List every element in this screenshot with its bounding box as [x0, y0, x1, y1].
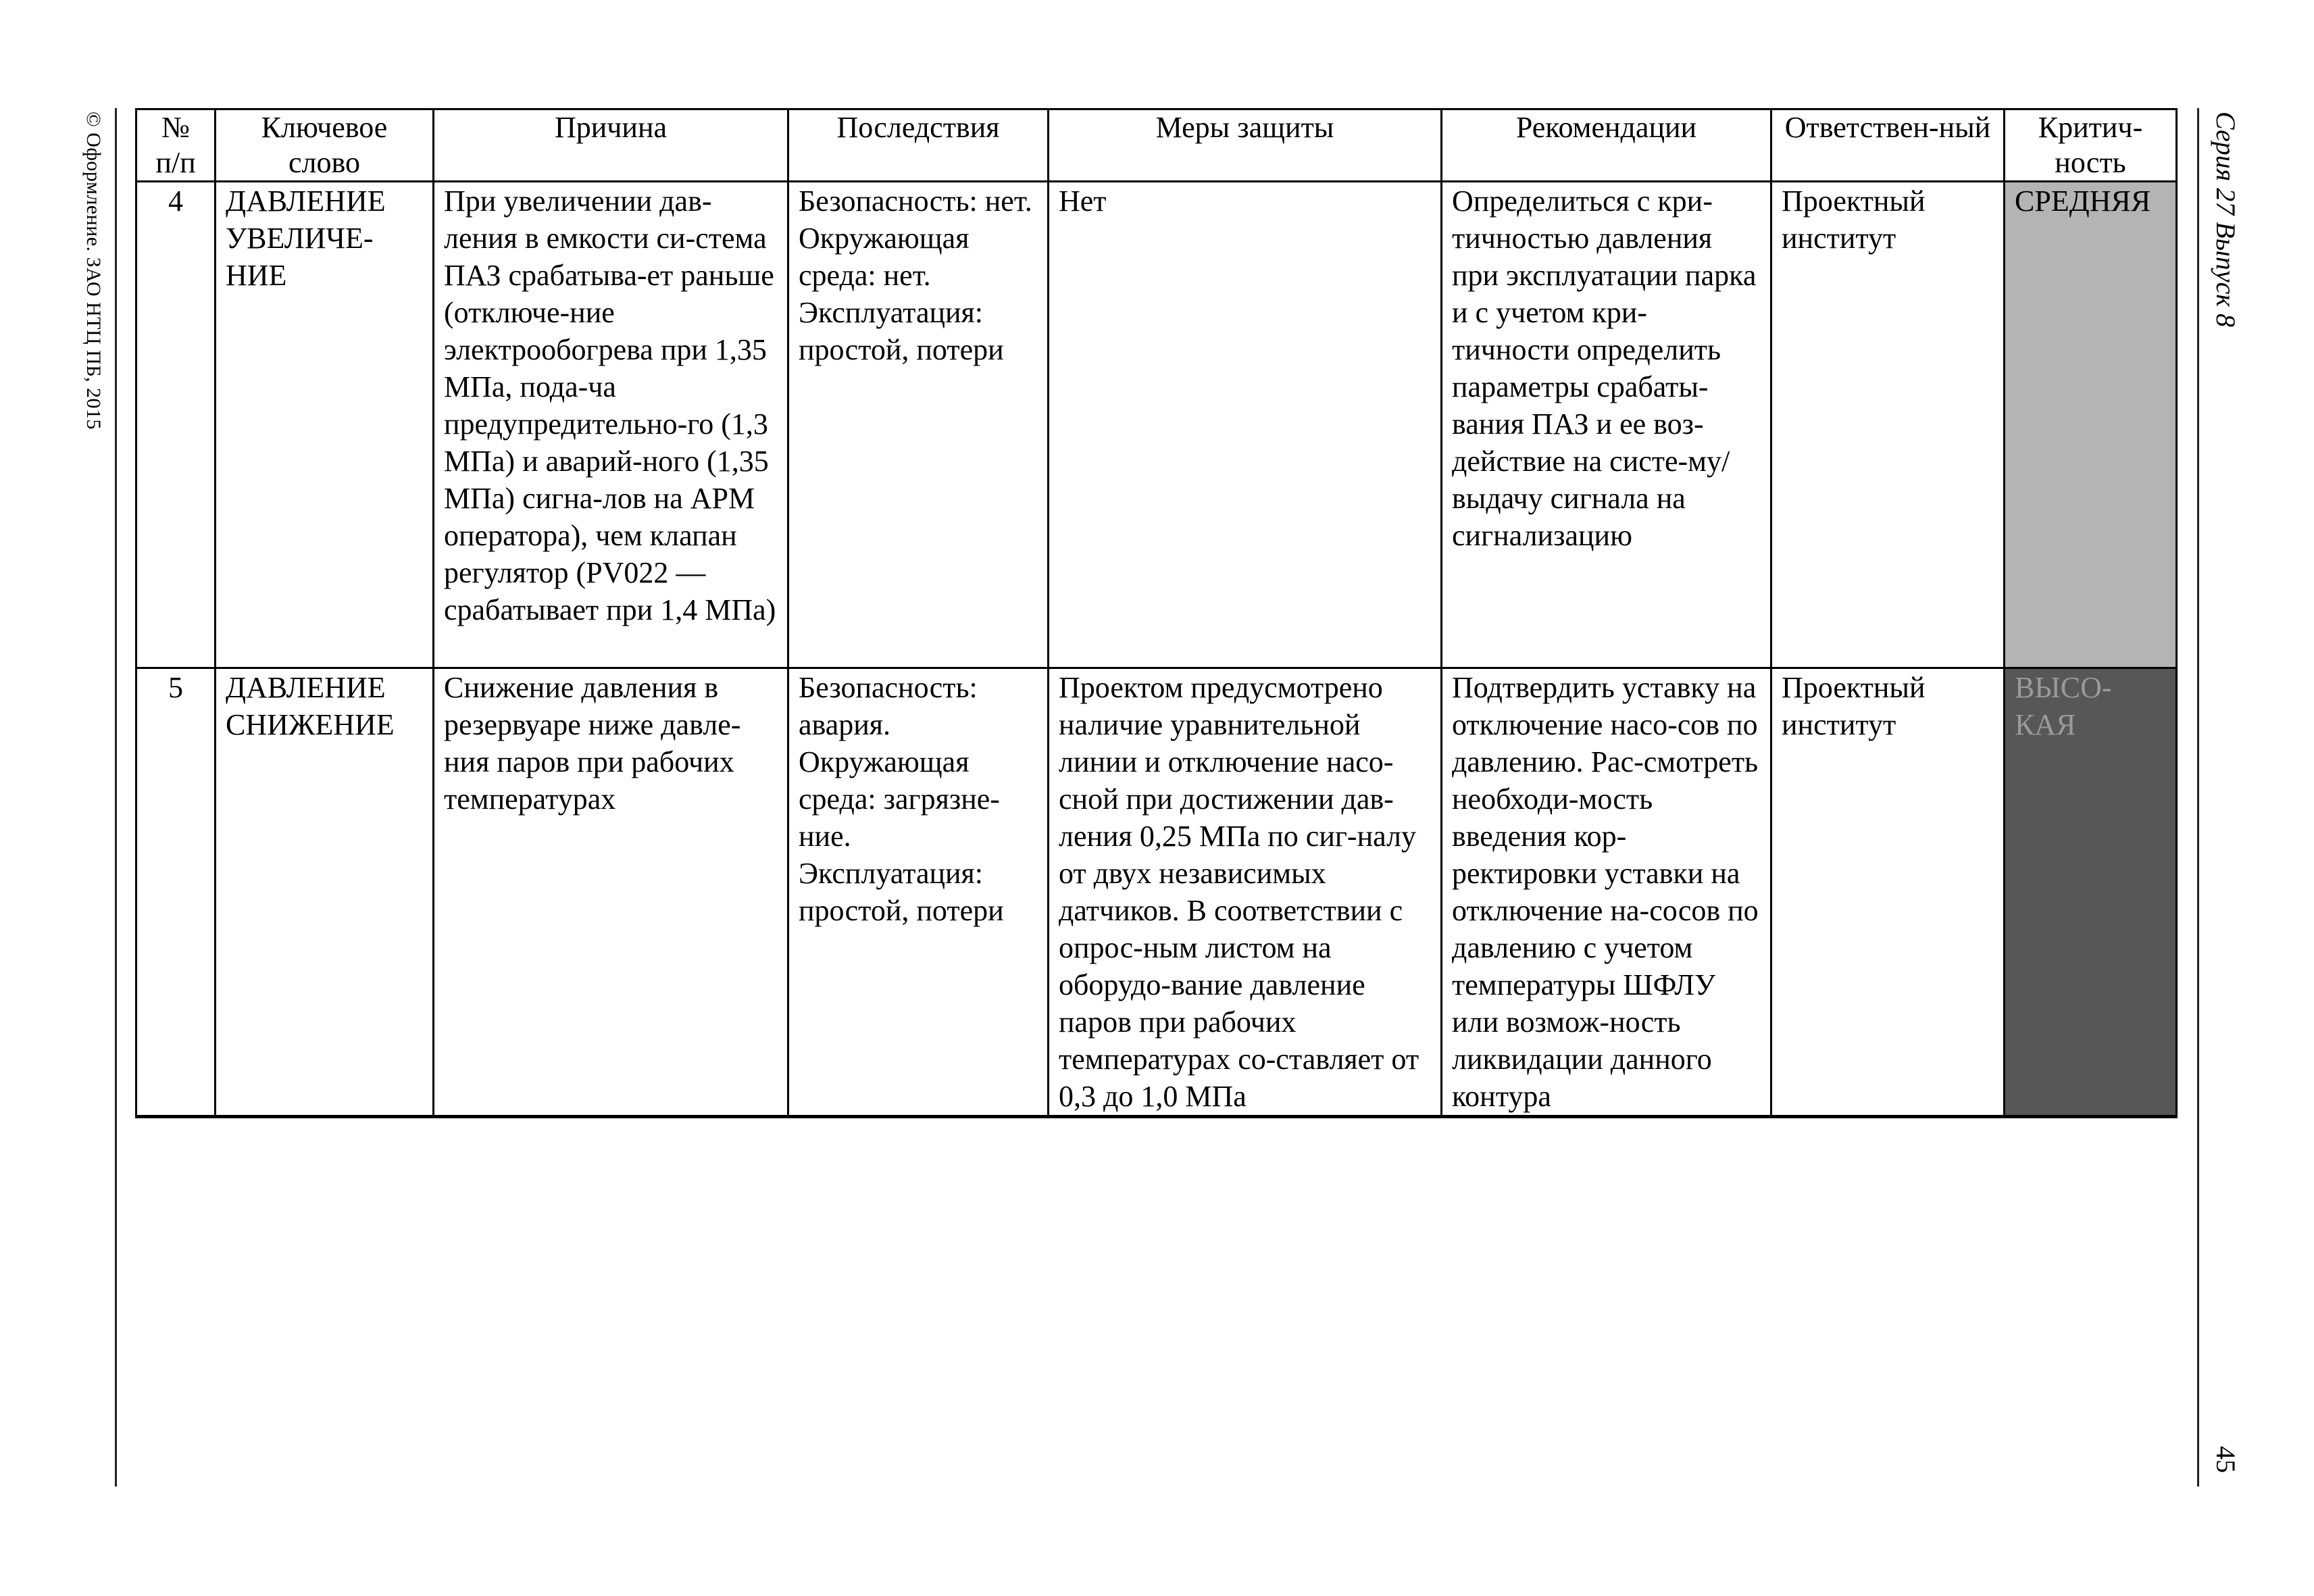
row-responsible: Проектный институт — [1771, 182, 2005, 668]
row-consequences: Безопасность: нет. Окружающая среда: нет. Эксплуатация: простой, потери — [788, 182, 1049, 668]
header-keyword: Ключевое слово — [216, 109, 434, 182]
header-criticality: Критич-ность — [2005, 109, 2177, 182]
row-recommendations: Подтвердить уставку на отключение насо-сов по давлению. Рас-смотреть необходи-мость введения кор-ректировки уставки на отключение на-сосов по давлению с учетом температуры ШФЛУ или возмож-ность ликвидации данного контура — [1442, 668, 1771, 1117]
header-cause: Причина — [434, 109, 788, 182]
right-margin-rule — [2197, 108, 2199, 1487]
left-margin-rule — [115, 108, 117, 1487]
header-protection: Меры защиты — [1049, 109, 1442, 182]
row-responsible: Проектный институт — [1771, 668, 2005, 1117]
row-protection: Нет — [1049, 182, 1442, 668]
header-consequences: Последствия — [788, 109, 1049, 182]
criticality-cell — [2005, 668, 2177, 1117]
criticality-badge: СРЕДНЯЯ — [2015, 184, 2151, 218]
row-num: 4 — [136, 182, 216, 668]
table-row — [136, 668, 2177, 1117]
row-protection: Проектом предусмотрено наличие уравнительной линии и отключение насо-сной при достижении дав-ления 0,25 МПа по сиг-налу от двух независимых датчиков. В соответствии с опрос-ным листом на оборудо-вание давление паров при рабочих температурах со-ставляет от 0,3 до 1,0 МПа — [1049, 668, 1442, 1117]
header-num: № п/п — [136, 109, 216, 182]
page-number: 45 — [2211, 1446, 2241, 1473]
criticality-badge: ВЫСО-КАЯ — [2015, 671, 2112, 741]
row-cause: При увеличении дав-ления в емкости си-стема ПАЗ срабатыва-ет раньше (отключе-ние электрообогрева при 1,35 МПа, пода-ча предупредительно-го (1,3 МПа) и аварий-ного (1,35 МПа) сигна-лов на АРМ оператора), чем клапан регулятор (PV022 — срабатывает при 1,4 МПа) — [434, 182, 788, 668]
hazop-table — [135, 108, 2178, 1118]
header-recommendations: Рекомендации — [1442, 109, 1771, 182]
row-cause: Снижение давления в резервуаре ниже давле-ния паров при рабочих температурах — [434, 668, 788, 1117]
table-header-row — [136, 109, 2177, 182]
row-num: 5 — [136, 668, 216, 1117]
row-keyword: ДАВЛЕНИЕ УВЕЛИЧЕ-НИЕ — [216, 182, 434, 668]
copyright-note: © Оформление. ЗАО НТЦ ПБ, 2015 — [82, 111, 105, 430]
row-consequences: Безопасность: авария. Окружающая среда: загрязне-ние. Эксплуатация: простой, потери — [788, 668, 1049, 1117]
header-responsible: Ответствен-ный — [1771, 109, 2005, 182]
series-label: Серия 27 Выпуск 8 — [2211, 111, 2241, 328]
row-recommendations: Определиться с кри-тичностью давления при эксплуатации парка и с учетом кри-тичности определить параметры срабаты-вания ПАЗ и ее воз-действие на систе-му/ выдачу сигнала на сигнализацию — [1442, 182, 1771, 668]
criticality-cell — [2005, 182, 2177, 668]
row-keyword: ДАВЛЕНИЕ СНИЖЕНИЕ — [216, 668, 434, 1117]
table-row — [136, 182, 2177, 668]
